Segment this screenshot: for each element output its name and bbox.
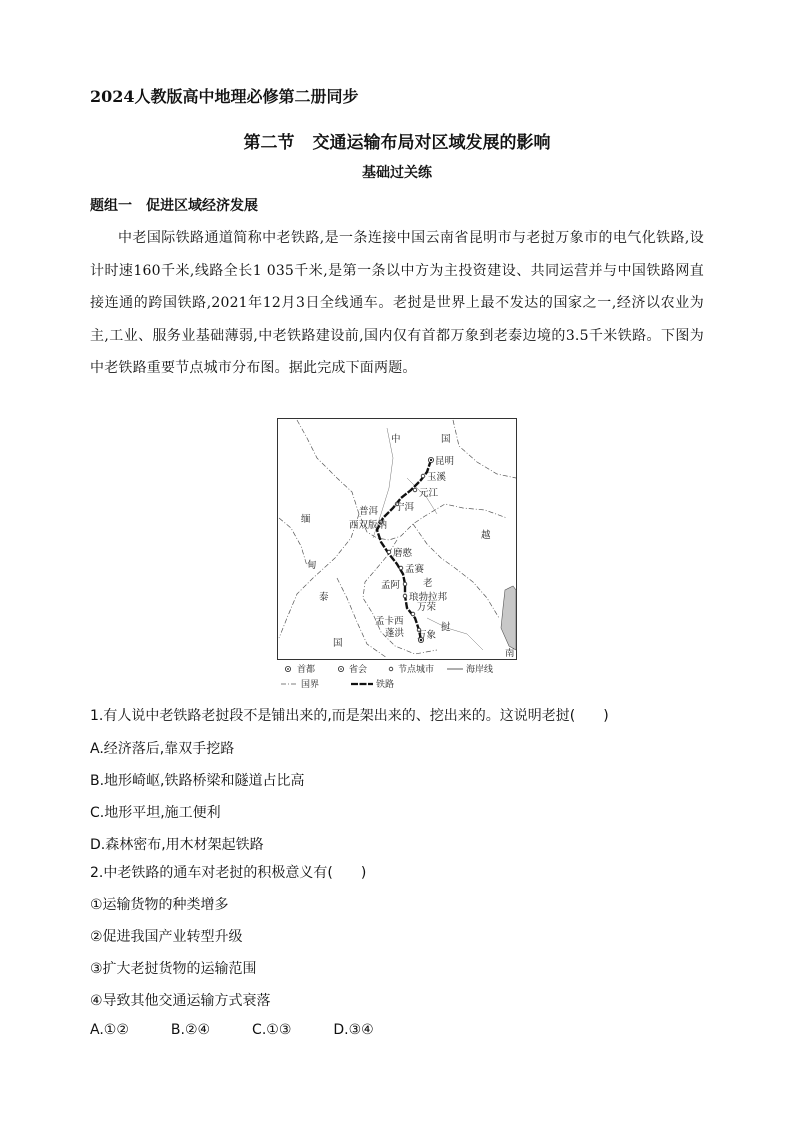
- city-luangprabang: 琅勃拉邦: [409, 592, 448, 603]
- legend-provincial: 省会: [349, 665, 368, 675]
- map-legend: [281, 663, 493, 690]
- label-laos-1: 老: [423, 578, 433, 589]
- railway-map-svg: [277, 418, 517, 694]
- label-china-1: 中: [391, 434, 401, 445]
- question-1-option-a[interactable]: A.经济落后,靠双手挖路: [90, 741, 235, 757]
- city-mengsai: 孟赛: [405, 564, 425, 575]
- legend-node-city: 节点城市: [398, 665, 435, 675]
- city-puer: 普洱: [359, 506, 379, 517]
- city-vangvieng: 万荣: [417, 602, 437, 613]
- label-china-2: 国: [441, 434, 451, 445]
- question-1-stem: 1.有人说中老铁路老挝段不是铺出来的,而是架出来的、挖出来的。这说明老挝( ): [90, 708, 609, 724]
- label-vietnam-1: 越: [481, 530, 491, 541]
- city-ninger: 宁洱: [395, 502, 415, 513]
- group-number: 题组一: [90, 198, 132, 214]
- question-2-statement-4: ④导致其他交通运输方式衰落: [90, 993, 271, 1009]
- legend-border: 国界: [301, 680, 320, 690]
- city-vientiane: 万象: [417, 630, 437, 641]
- legend-railway: 铁路: [376, 680, 395, 690]
- city-mohan: 磨憨: [393, 548, 413, 559]
- section-title: [0, 128, 794, 153]
- question-2-option-d[interactable]: D.③④: [333, 1022, 374, 1038]
- city-menga: 孟阿: [381, 580, 401, 591]
- question-2-option-c[interactable]: C.①③: [252, 1022, 292, 1038]
- doc-title: 2024人教版高中地理必修第二册同步: [90, 87, 359, 106]
- question-2-statement-3: ③扩大老挝货物的运输范围: [90, 961, 257, 977]
- label-vietnam-2: 南: [505, 648, 515, 659]
- question-1-option-d[interactable]: D.森林密布,用木材架起铁路: [90, 837, 264, 853]
- question-2-option-a[interactable]: A.①②: [90, 1022, 129, 1038]
- group-name: 促进区域经济发展: [146, 198, 258, 214]
- city-yuanjiang: 元江: [419, 488, 439, 499]
- label-myanmar-1: 缅: [301, 514, 311, 525]
- railway-map: [277, 418, 517, 694]
- label-thailand-2: 国: [333, 638, 343, 649]
- question-2-option-b[interactable]: B.②④: [170, 1022, 211, 1038]
- legend-capital: 首都: [297, 665, 316, 675]
- question-2-stem: 2.中老铁路的通车对老挝的积极意义有( ): [90, 865, 367, 881]
- group-title: [90, 195, 258, 215]
- question-2-statement-1: ①运输货物的种类增多: [90, 897, 229, 913]
- question-2-statement-2: ②促进我国产业转型升级: [90, 929, 243, 945]
- section-number: 第二节: [243, 133, 295, 153]
- legend-coastline: 海岸线: [466, 665, 494, 675]
- city-kunming: 昆明: [435, 456, 455, 467]
- sub-title: 基础过关练: [362, 165, 432, 181]
- city-xishuangbanna: 西双版纳: [349, 520, 388, 531]
- question-1-option-c[interactable]: C.地形平坦,施工便利: [90, 805, 221, 821]
- question-1-option-b[interactable]: B.地形崎岖,铁路桥梁和隧道占比高: [90, 773, 305, 789]
- label-myanmar-2: 甸: [307, 560, 317, 571]
- city-yuxi: 玉溪: [427, 472, 447, 483]
- city-penghong: 蓬洪: [385, 628, 405, 639]
- reading-passage: 中老国际铁路通道简称中老铁路,是一条连接中国云南省昆明市与老挝万象市的电气化铁路,设计时速160千米,线路全长1 035千米,是第一条以中方为主投资建设、共同运营并与中国铁路网直接连通的跨国铁路,2021年12月3日全线通车。老挝是世界上最不发达的国家之一,经济以农业为主,工业、服务业基础薄弱,中老铁路建设前,国内仅有首都万象到老泰边境的3.5千米铁路。下图为中老铁路重要节点城市分布图。据此完成下面两题。: [90, 230, 704, 376]
- city-mengkaxi: 孟卡西: [375, 616, 404, 627]
- label-laos-2: 挝: [441, 622, 451, 633]
- label-thailand-1: 泰: [319, 592, 329, 603]
- question-2-options: [90, 1022, 416, 1038]
- section-name: 交通运输布局对区域发展的影响: [312, 133, 551, 153]
